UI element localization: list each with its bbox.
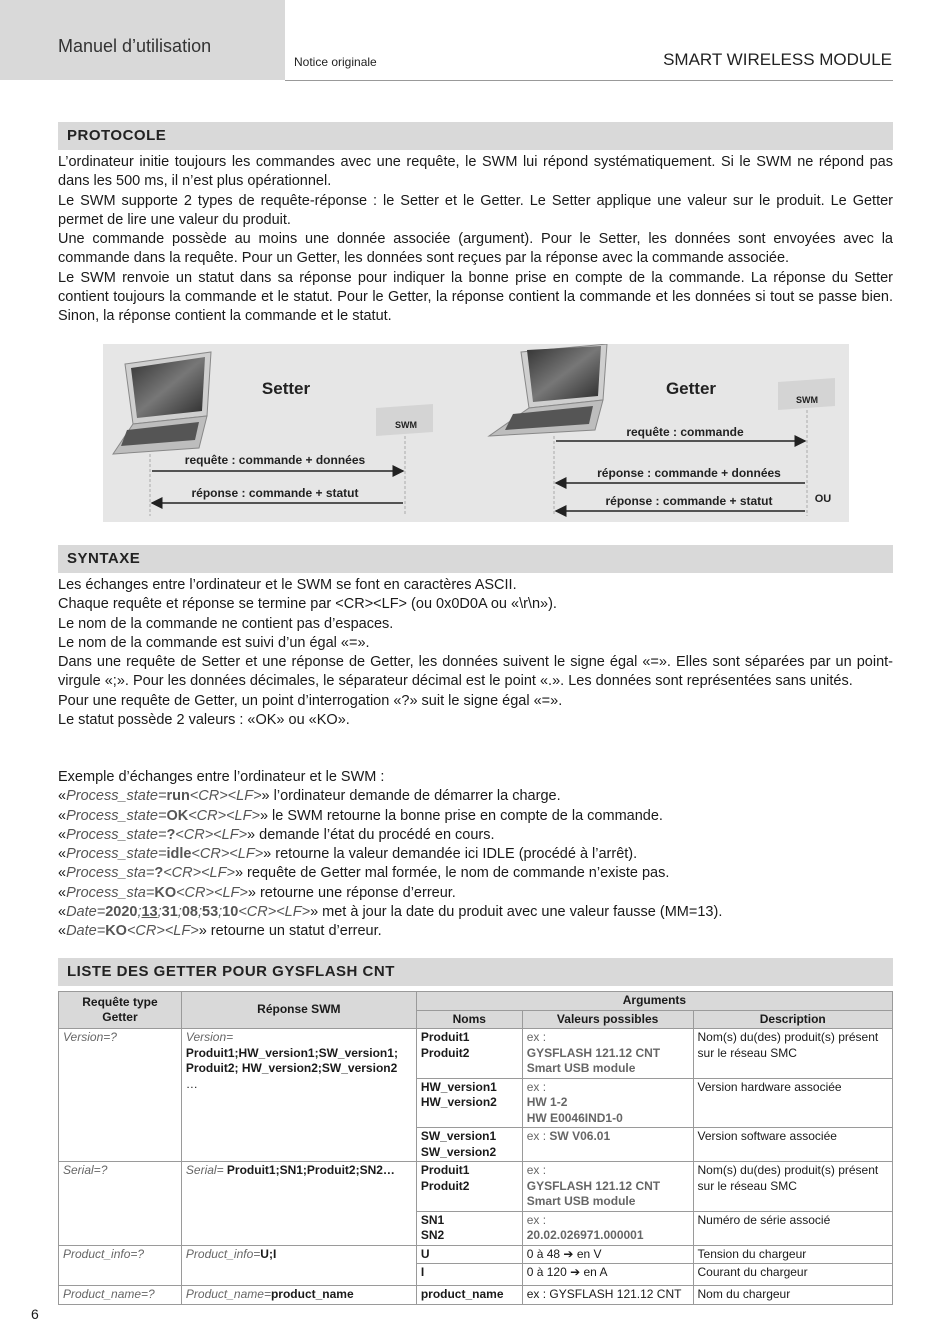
example-cmd: Date= <box>66 904 106 921</box>
values-cell: ex : SW V06.01 <box>522 1128 693 1162</box>
names-cell: Produit1 Produit2 <box>416 1162 522 1212</box>
paragraph: Le nom de la commande est suivi d’un égal «=». <box>58 634 370 651</box>
syntaxe-text <box>58 576 893 730</box>
example-cmd: Process_state= <box>66 826 167 843</box>
description-cell: Nom du chargeur <box>693 1286 892 1305</box>
swm-label: SWM <box>395 420 417 430</box>
names-cell: HW_version1 HW_version2 <box>416 1078 522 1128</box>
manual-title: Manuel d’utilisation <box>58 36 212 56</box>
names-cell: I <box>416 1264 522 1286</box>
values-cell: ex : GYSFLASH 121.12 CNT Smart USB module <box>522 1029 693 1079</box>
table-row <box>59 1286 893 1305</box>
paragraph: Le statut possède 2 valeurs : «OK» ou «KO». <box>58 712 350 729</box>
example-line: «Date=2020;13;31;08;53;10<CR><LF>» met à jour la date du produit avec une valeur fausse (MM=13). <box>58 904 723 921</box>
paragraph: Chaque requête et réponse se termine par <CR><LF> (ou 0x0D0A ou «\r\n»). <box>58 596 557 613</box>
example-line: «Process_state=OK<CR><LF>» le SWM retourne la bonne prise en compte de la commande. <box>58 807 663 824</box>
getter-title: Getter <box>665 379 717 398</box>
response-cell: Product_info=U;I <box>181 1245 416 1286</box>
example-end: <CR><LF> <box>163 865 235 882</box>
getter-table <box>58 991 893 1305</box>
table-row <box>59 1245 893 1264</box>
example-val: run <box>166 788 190 805</box>
table-row <box>59 1029 893 1079</box>
table-row <box>59 1162 893 1212</box>
example-line: «Process_sta=?<CR><LF>» requête de Getter mal formée, le nom de commande n’existe pas. <box>58 865 670 882</box>
example-desc: retourne une réponse d’erreur. <box>255 884 456 901</box>
example-end: <CR><LF> <box>238 904 311 921</box>
date-day: 31 <box>161 904 178 921</box>
example-end: <CR><LF> <box>175 826 248 843</box>
example-val: OK <box>166 807 189 824</box>
values-cell: ex : 20.02.026971.000001 <box>522 1211 693 1245</box>
swm-label: SWM <box>796 395 818 405</box>
date-minute: 53 <box>202 904 219 921</box>
example-line: «Process_state=idle<CR><LF>» retourne la valeur demandée ici IDLE (procédé à l’arrêt). <box>58 846 638 863</box>
example-line: «Date=KO<CR><LF>» retourne un statut d’erreur. <box>58 923 382 940</box>
example-cmd: Process_sta= <box>66 884 155 901</box>
example-desc: l’ordinateur demande de démarrer la charge. <box>269 788 561 805</box>
col-values-header: Valeurs possibles <box>522 1010 693 1029</box>
laptop-icon <box>489 344 607 436</box>
paragraph: Le SWM supporte 2 types de requête-réponse : le Setter et le Getter. Le Setter applique une valeur sur le produit. Le Getter permet de lire une valeur du produit. <box>58 192 893 228</box>
laptop-icon <box>113 352 211 454</box>
example-val: idle <box>166 846 192 863</box>
example-end: <CR><LF> <box>191 846 264 863</box>
paragraph: L’ordinateur initie toujours les commandes avec une requête, le SWM lui répond systématiquement. Si le SWM ne répond pas dans les 500 ms, il n’est plus opérationnel. <box>58 154 893 190</box>
example-intro: Exemple d’échanges entre l’ordinateur et le SWM : <box>58 769 385 785</box>
ou-label: OU <box>814 493 832 505</box>
example-cmd: Process_state= <box>66 846 167 863</box>
values-cell: ex : HW 1-2 HW E0046IND1-0 <box>522 1078 693 1128</box>
example-line: «Process_sta=KO<CR><LF>» retourne une réponse d’erreur. <box>58 884 456 901</box>
request-cell: Product_name=? <box>59 1286 182 1305</box>
description-cell: Numéro de série associé <box>693 1211 892 1245</box>
names-cell: SW_version1 SW_version2 <box>416 1128 522 1162</box>
date-hour: 08 <box>181 904 198 921</box>
date-second: 10 <box>222 904 239 921</box>
description-cell: Nom(s) du(des) produit(s) présent sur le réseau SMC <box>693 1029 892 1079</box>
names-cell: U <box>416 1245 522 1264</box>
swm-box-icon <box>778 378 835 410</box>
col-names-header: Noms <box>416 1010 522 1029</box>
paragraph: Dans une requête de Setter et une réponse de Getter, les données suivent le signe égal «=». Elles sont séparées par un point-virgule «;». Pour les données décimales, le séparateur décimal est le point «.». Les données sont représentées sans unités. <box>58 654 893 690</box>
example-desc: le SWM retourne la bonne prise en compte de la commande. <box>268 807 663 824</box>
header-divider <box>285 80 893 81</box>
swm-box-icon <box>376 404 433 436</box>
values-cell: ex : GYSFLASH 121.12 CNT <box>522 1286 693 1305</box>
example-cmd: Process_state= <box>66 807 167 824</box>
example-end: <CR><LF> <box>176 884 248 901</box>
example-cmd: Date= <box>66 923 106 940</box>
description-cell: Courant du chargeur <box>693 1264 892 1286</box>
request-cell: Serial=? <box>59 1162 182 1246</box>
paragraph: Pour une requête de Getter, un point d’interrogation «?» suit le signe égal «=». <box>58 692 563 709</box>
example-val: ? <box>166 826 176 843</box>
example-desc: met à jour la date du produit avec une valeur fausse (MM=13). <box>318 904 723 921</box>
example-end: <CR><LF> <box>126 923 199 940</box>
date-month: 13 <box>141 904 158 921</box>
paragraph: Le nom de la commande ne contient pas d’espaces. <box>58 615 394 632</box>
col-request-header: Requête type Getter <box>59 992 182 1029</box>
example-cmd: Process_state= <box>66 788 167 805</box>
example-desc: demande l’état du procédé en cours. <box>255 826 495 843</box>
date-year: 2020 <box>105 904 138 921</box>
description-cell: Version hardware associée <box>693 1078 892 1128</box>
example-end: <CR><LF> <box>188 807 260 824</box>
notice-label: Notice originale <box>294 55 377 69</box>
col-arguments-header: Arguments <box>416 992 892 1011</box>
description-cell: Version software associée <box>693 1128 892 1162</box>
request-cell: Product_info=? <box>59 1245 182 1286</box>
values-cell: 0 à 120 ➔ en A <box>522 1264 693 1286</box>
setter-response-label: réponse : commande + statut <box>191 486 359 500</box>
example-line: «Process_state=run<CR><LF>» l’ordinateur demande de démarrer la charge. <box>58 788 561 805</box>
paragraph: Une commande possède au moins une donnée associée (argument). Pour le Setter, les données sont envoyées avec la commande dans la requête. Pour un Getter, les données sont reçues par la réponse avec la commande associée. <box>58 231 893 267</box>
example-cmd: Process_sta= <box>66 865 155 882</box>
response-cell: Version= Produit1;HW_version1;SW_version1; Produit2; HW_version2;SW_version2 … <box>181 1029 416 1162</box>
values-cell: ex : GYSFLASH 121.12 CNT Smart USB module <box>522 1162 693 1212</box>
setter-getter-diagram <box>103 344 849 522</box>
response-cell: Product_name=product_name <box>181 1286 416 1305</box>
names-cell: Produit1 Produit2 <box>416 1029 522 1079</box>
section-heading-getters: LISTE DES GETTER POUR GYSFLASH CNT <box>58 958 893 986</box>
section-heading-syntaxe: SYNTAXE <box>58 545 893 573</box>
paragraph: Les échanges entre l’ordinateur et le SWM se font en caractères ASCII. <box>58 577 517 593</box>
example-end: <CR><LF> <box>189 788 262 805</box>
description-cell: Nom(s) du(des) produit(s) présent sur le réseau SMC <box>693 1162 892 1212</box>
names-cell: SN1 SN2 <box>416 1211 522 1245</box>
setter-title: Setter <box>261 379 311 398</box>
example-val: KO <box>154 884 177 901</box>
example-desc: retourne un statut d’erreur. <box>206 923 382 940</box>
response-cell: Serial= Produit1;SN1;Produit2;SN2… <box>181 1162 416 1246</box>
example-val: ? <box>154 865 164 882</box>
protocole-text <box>58 153 893 327</box>
col-description-header: Description <box>693 1010 892 1029</box>
getter-request-label: requête : commande <box>626 425 744 439</box>
example-desc: requête de Getter mal formée, le nom de commande n’existe pas. <box>243 865 670 882</box>
getter-response-data-label: réponse : commande + données <box>597 466 781 480</box>
example-val: KO <box>105 923 127 940</box>
page-number: 6 <box>31 1306 39 1322</box>
paragraph: Le SWM renvoie un statut dans sa réponse pour indiquer la bonne prise en compte de la commande. La réponse du Setter contient toujours la commande et le statut. Pour le Getter, la réponse contient la commande et les données si tout se passe bien. Sinon, la réponse contient la commande et le statut. <box>58 269 893 325</box>
example-line: «Process_state=?<CR><LF>» demande l’état du procédé en cours. <box>58 826 495 843</box>
getter-response-status-label: réponse : commande + statut <box>605 494 773 508</box>
example-desc: retourne la valeur demandée ici IDLE (procédé à l’arrêt). <box>271 846 638 863</box>
values-cell: 0 à 48 ➔ en V <box>522 1245 693 1264</box>
description-cell: Tension du chargeur <box>693 1245 892 1264</box>
request-cell: Version=? <box>59 1029 182 1162</box>
product-title: SMART WIRELESS MODULE <box>663 50 892 69</box>
col-response-header: Réponse SWM <box>181 992 416 1029</box>
examples-block <box>58 768 893 942</box>
section-heading-protocole: PROTOCOLE <box>58 122 893 150</box>
names-cell: product_name <box>416 1286 522 1305</box>
setter-request-label: requête : commande + données <box>184 453 366 467</box>
